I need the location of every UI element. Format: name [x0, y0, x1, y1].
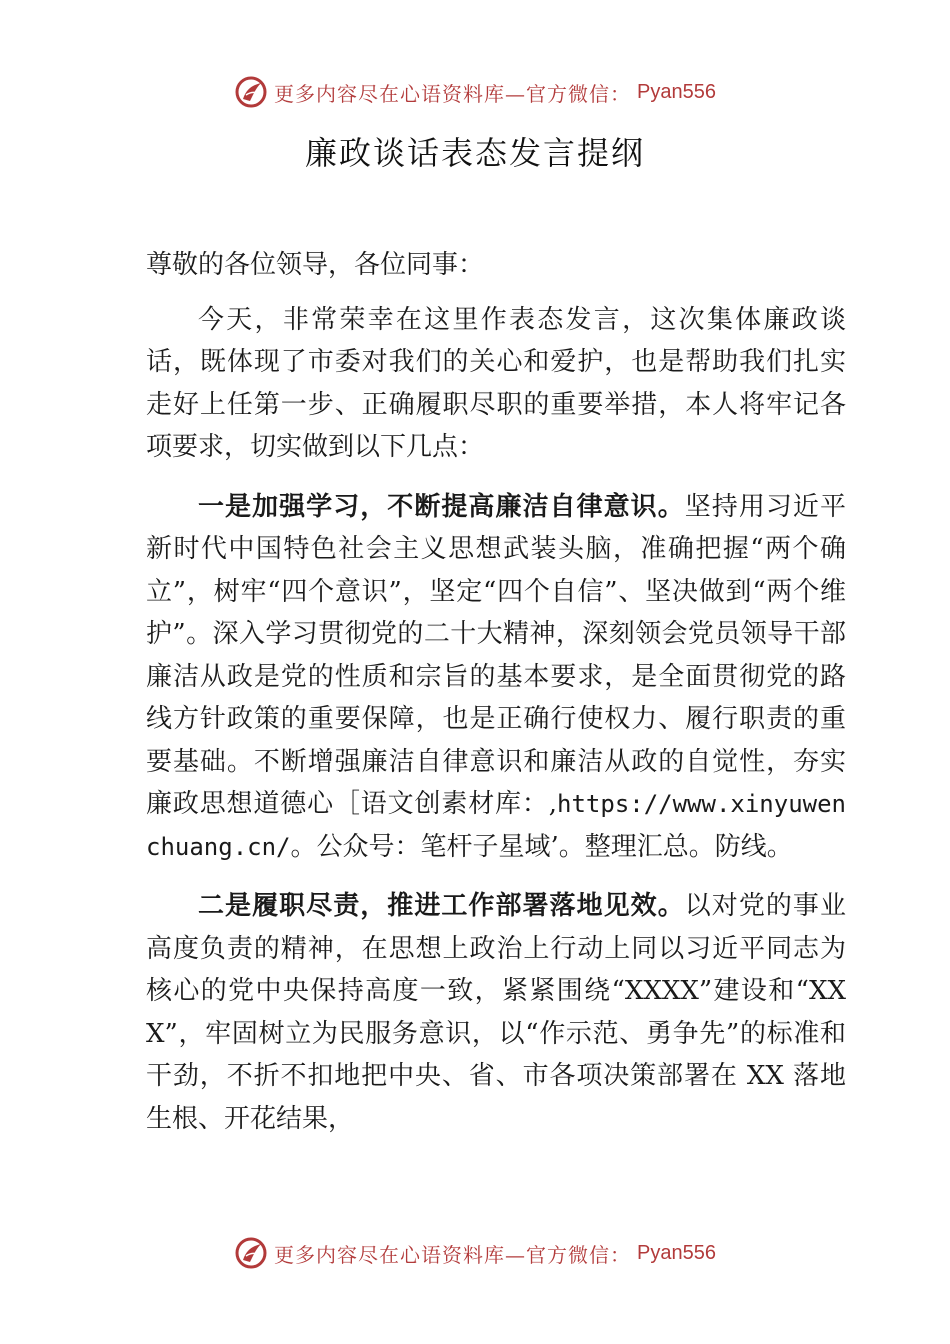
intro-paragraph: 今天，非常荣幸在这里作表态发言，这次集体廉政谈话，既体现了市委对我们的关心和爱护，也是帮助我们扎实走好上任第一步、正确履职尽职的重要举措，本人将牢记各项要求，切实做到以下几点：	[146, 304, 846, 462]
header-watermark	[0, 72, 950, 112]
footer-watermark	[0, 1233, 950, 1273]
flame-logo-icon	[234, 1236, 268, 1270]
point-1-heading: 一是加强学习，不断提高廉洁自律意识。	[198, 491, 685, 522]
point-1-paragraph	[146, 486, 846, 869]
flame-logo-icon	[234, 75, 268, 109]
document-title: 廉政谈话表态发言提纲	[304, 134, 645, 172]
point-2-heading: 二是履职尽责，推进工作部署落地见效。	[198, 891, 685, 921]
source-url: https://www.xinyuwenchuang.cn/	[146, 790, 846, 861]
watermark-text: 更多内容尽在心语资料库—官方微信：	[274, 81, 632, 106]
point-2-paragraph	[146, 885, 846, 1140]
watermark-text: 更多内容尽在心语资料库—官方微信：	[274, 1242, 632, 1267]
document-body	[146, 244, 846, 1140]
watermark-wechat-id: Pyan556	[637, 1241, 716, 1264]
watermark-wechat-id: Pyan556	[637, 80, 716, 103]
greeting: 尊敬的各位领导，各位同事：	[146, 250, 485, 280]
point-1-text: 坚持用习近平新时代中国特色社会主义思想武装头脑，准确把握“两个确立”，树牢“四个意识”，坚定“四个自信”、坚决做到“两个维护”。深入学习贯彻党的二十大精神，深刻领会党员领导干部廉洁从政是党的性质和宗旨的基本要求，是全面贯彻党的路线方针政策的重要保障，也是正确行使权力、履行职责的重要基础。不断增强廉洁自律意识和廉洁从政的自觉性，夯实廉政思想道德心［语文创素材库：,	[146, 491, 846, 819]
point-1-tail: 。公众号：笔杆子星域’。整理汇总。防线。	[290, 831, 793, 862]
point-2-text: 以对党的事业高度负责的精神，在思想上政治上行动上同以习近平同志为核心的党中央保持高度一致，紧紧围绕“XXXX”建设和“XXX”，牢固树立为民服务意识，以“作示范、勇争先”的标准和干劲，不折不扣地把中央、省、市各项决策部署在 XX 落地生根、开花结果，	[146, 891, 846, 1134]
